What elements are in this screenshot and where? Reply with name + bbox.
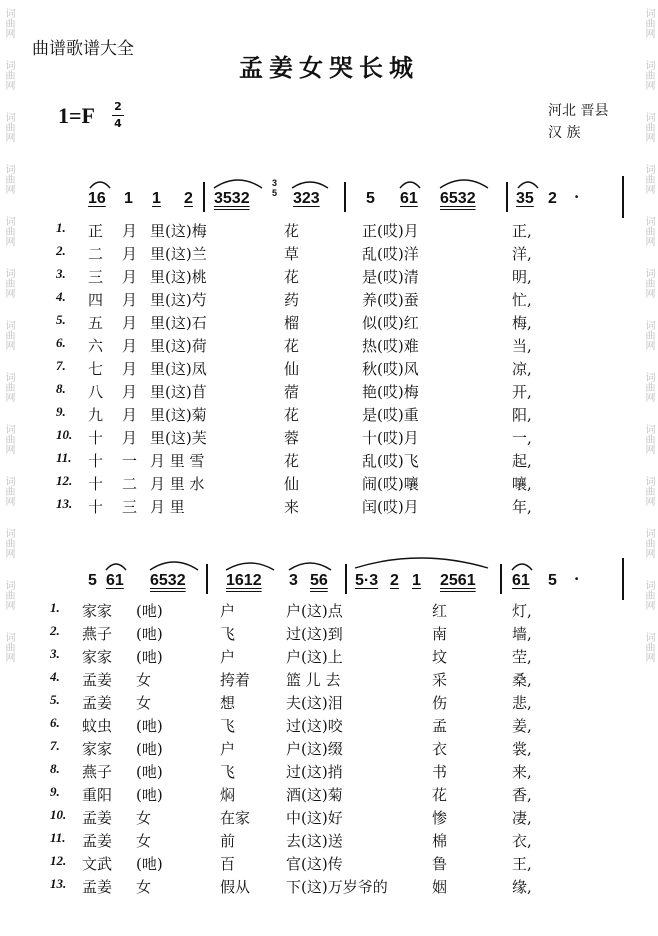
lyric-cell: 孟姜 <box>82 671 113 689</box>
lyric-cell: 悲, <box>512 694 532 712</box>
slur <box>440 180 488 188</box>
lyric-cell: 一 <box>122 452 138 470</box>
verse-number: 7. <box>50 738 60 753</box>
lyric-cell: 女 <box>136 878 152 896</box>
verse-number: 12. <box>56 473 73 488</box>
watermark-text: 词曲网 <box>643 424 654 454</box>
lyric-cell: 惨 <box>432 809 448 827</box>
lyric-cell: 里(这)兰 <box>150 245 207 263</box>
verse-number: 10. <box>56 427 73 442</box>
lyric-cell: 女 <box>136 694 152 712</box>
lyric-cell: 三 <box>88 268 104 286</box>
lyric-cell: (吔) <box>136 786 163 804</box>
verse-number: 2. <box>50 623 60 638</box>
dot: · <box>574 570 580 588</box>
lyric-cell: 家家 <box>82 602 113 620</box>
lyric-cell: 户(这)上 <box>286 648 343 666</box>
lyric-cell: 月 <box>122 268 138 286</box>
lyric-cell: 乱(哎)洋 <box>362 245 419 263</box>
lyric-cell: 坟 <box>432 648 448 666</box>
lyric-cell: 四 <box>88 291 104 309</box>
note-2: 2 <box>184 190 193 207</box>
verse-number: 3. <box>50 646 60 661</box>
watermark-text: 词曲网 <box>643 476 654 506</box>
lyric-cell: 艳(哎)梅 <box>362 383 419 401</box>
grace-notes: 3 5 <box>272 178 278 198</box>
lyric-cell: 官(这)传 <box>286 855 343 873</box>
lyric-cell: 十 <box>88 475 104 493</box>
lyric-cell: 家家 <box>82 648 113 666</box>
lyric-cell: 飞 <box>220 763 236 781</box>
watermark-text: 词曲网 <box>3 580 14 610</box>
lyric-cell: 凄, <box>512 809 532 827</box>
lyric-cell: 衣 <box>432 740 448 758</box>
lyric-cell: 正 <box>88 222 104 240</box>
verse-number: 13. <box>56 496 73 511</box>
lyric-cell: 蓉 <box>284 429 300 447</box>
slur <box>214 180 262 188</box>
lyric-cell: 月 <box>122 314 138 332</box>
note-5: 5 <box>366 190 375 207</box>
watermark-text: 词曲网 <box>3 632 14 662</box>
lyric-cell: 十 <box>88 498 104 516</box>
lyric-cell: 是(哎)清 <box>362 268 419 286</box>
note-35: 35 <box>516 190 534 207</box>
lyric-cell: 忙, <box>512 291 532 309</box>
lyric-cell: 孟姜 <box>82 878 113 896</box>
lyric-cell: 红 <box>432 602 448 620</box>
lyric-cell: 孟姜 <box>82 694 113 712</box>
watermark-text: 词曲网 <box>3 424 14 454</box>
lyric-cell: 梅, <box>512 314 532 332</box>
lyric-cell: 月 里 水 <box>150 475 205 493</box>
lyric-cell: 过(这)到 <box>286 625 343 643</box>
lyric-cell: 月 <box>122 245 138 263</box>
lyric-cell: 六 <box>88 337 104 355</box>
lyric-cell: 户(这)点 <box>286 602 343 620</box>
slur <box>518 182 538 188</box>
lyric-cell: 明, <box>512 268 532 286</box>
lyric-cell: 月 <box>122 337 138 355</box>
lyric-cell: 洋, <box>512 245 532 263</box>
lyric-cell: 棉 <box>432 832 448 850</box>
lyric-cell: 是(哎)重 <box>362 406 419 424</box>
lyric-cell: 月 <box>122 406 138 424</box>
lyric-cell: 采 <box>432 671 448 689</box>
verse-number: 7. <box>56 358 66 373</box>
lyric-cell: 七 <box>88 360 104 378</box>
lyric-cell: 裳, <box>512 740 532 758</box>
watermark-text: 词曲网 <box>643 112 654 142</box>
lyric-cell: 十 <box>88 429 104 447</box>
watermark-text: 词曲网 <box>643 372 654 402</box>
slur <box>226 563 274 570</box>
note-3532: 3532 <box>214 190 250 207</box>
verse-number: 9. <box>56 404 66 419</box>
watermark-text: 词曲网 <box>643 528 654 558</box>
lyric-cell: (吔) <box>136 625 163 643</box>
lyric-cell: 姜, <box>512 717 532 735</box>
lyric-cell: (吔) <box>136 855 163 873</box>
note-16: 16 <box>88 190 106 207</box>
verse-number: 1. <box>56 220 66 235</box>
lyric-cell: 年, <box>512 498 532 516</box>
lyric-cell: 燕子 <box>82 625 113 643</box>
lyric-cell: 户 <box>220 602 236 620</box>
lyric-cell: 草 <box>284 245 300 263</box>
origin-ethnicity: 汉 族 <box>548 125 581 141</box>
watermark-text: 词曲网 <box>3 320 14 350</box>
song-title: 孟姜女哭长城 <box>239 53 419 82</box>
watermark-text: 词曲网 <box>643 164 654 194</box>
lyric-cell: 嚷, <box>512 475 532 493</box>
slur <box>400 182 420 188</box>
lyric-cell: 女 <box>136 809 152 827</box>
lyric-cell: 花 <box>284 406 300 424</box>
lyric-cell: 户(这)缀 <box>286 740 343 758</box>
lyric-cell: 伤 <box>432 694 448 712</box>
lyric-cell: 过(这)咬 <box>286 717 343 735</box>
lyric-cell: 五 <box>88 314 104 332</box>
lyric-cell: 姻 <box>432 878 448 896</box>
lyric-cell: 当, <box>512 337 532 355</box>
note-323: 323 <box>293 190 320 207</box>
lyric-cell: 下(这)万岁爷的 <box>286 878 388 896</box>
verse-number: 10. <box>50 807 67 822</box>
lyric-cell: 燕子 <box>82 763 113 781</box>
lyric-cell: 似(哎)红 <box>362 314 419 332</box>
note-6532: 6532 <box>150 572 186 589</box>
lyric-cell: 鲁 <box>432 855 448 873</box>
lyric-cell: 三 <box>122 498 138 516</box>
lyric-cell: 家家 <box>82 740 113 758</box>
lyric-cell: 户 <box>220 740 236 758</box>
note-61: 61 <box>106 572 124 589</box>
lyric-cell: 仙 <box>284 360 300 378</box>
note-61: 61 <box>400 190 418 207</box>
verse-number: 2. <box>56 243 66 258</box>
lyric-cell: 正(哎)月 <box>362 222 419 240</box>
note-3: 3 <box>289 572 298 589</box>
lyric-cell: 正, <box>512 222 532 240</box>
lyric-cell: 二 <box>122 475 138 493</box>
lyric-cell: 酒(这)菊 <box>286 786 343 804</box>
note-1: 1 <box>412 572 421 589</box>
lyric-cell: 里(这)苜 <box>150 383 207 401</box>
watermark-text: 词曲网 <box>643 580 654 610</box>
slur <box>289 563 331 570</box>
lyric-cell: 假从 <box>220 878 251 896</box>
lyric-cell: 阳, <box>512 406 532 424</box>
lyric-cell: 想 <box>220 694 236 712</box>
watermark-text: 词曲网 <box>3 60 14 90</box>
watermark-text: 词曲网 <box>643 8 654 38</box>
verse-number: 8. <box>50 761 60 776</box>
lyric-cell: 篮 儿 去 <box>286 671 341 689</box>
lyric-cell: 花 <box>432 786 448 804</box>
lyric-cell: 里(这)菊 <box>150 406 207 424</box>
lyric-cell: 药 <box>284 291 300 309</box>
lyric-cell: 缘, <box>512 878 532 896</box>
lyric-cell: 香, <box>512 786 532 804</box>
lyric-cell: 里(这)石 <box>150 314 207 332</box>
lyric-cell: 飞 <box>220 625 236 643</box>
note-5-3: 5·3 <box>355 572 379 589</box>
lyric-cell: 过(这)捎 <box>286 763 343 781</box>
lyric-cell: 里(这)芙 <box>150 429 207 447</box>
lyric-cell: 乱(哎)飞 <box>362 452 419 470</box>
note-5-long: 5 <box>548 572 557 589</box>
verse-number: 5. <box>56 312 66 327</box>
lyric-cell: 中(这)好 <box>286 809 343 827</box>
lyric-cell: 在家 <box>220 809 251 827</box>
verse-number: 6. <box>50 715 60 730</box>
watermark-text: 词曲网 <box>3 372 14 402</box>
lyric-cell: 去(这)送 <box>286 832 343 850</box>
verse-number: 13. <box>50 876 67 891</box>
verse-number: 6. <box>56 335 66 350</box>
lyric-cell: 女 <box>136 671 152 689</box>
lyric-cell: 起, <box>512 452 532 470</box>
lyric-cell: 二 <box>88 245 104 263</box>
site-name: 曲谱歌谱大全 <box>32 39 134 59</box>
note-2561: 2561 <box>440 572 476 589</box>
slur <box>106 564 126 570</box>
lyric-cell: (吔) <box>136 717 163 735</box>
lyric-cell: 月 <box>122 383 138 401</box>
verse-number: 4. <box>56 289 66 304</box>
lyric-cell: 花 <box>284 268 300 286</box>
note-61b: 61 <box>512 572 530 589</box>
verse-number: 12. <box>50 853 67 868</box>
lyric-cell: (吔) <box>136 740 163 758</box>
watermark-text: 词曲网 <box>3 476 14 506</box>
lyric-cell: 秋(哎)风 <box>362 360 419 378</box>
note-1b: 1 <box>152 190 161 207</box>
watermark-text: 词曲网 <box>643 216 654 246</box>
lyric-cell: 里(这)梅 <box>150 222 207 240</box>
slur <box>292 182 328 188</box>
lyric-cell: 孟 <box>432 717 448 735</box>
note-5: 5 <box>88 572 97 589</box>
lyric-cell: 户 <box>220 648 236 666</box>
lyric-cell: (吔) <box>136 763 163 781</box>
lyric-cell: 月 <box>122 291 138 309</box>
lyric-cell: 孟姜 <box>82 832 113 850</box>
watermark-text: 词曲网 <box>643 268 654 298</box>
origin-region: 河北 晋县 <box>548 103 609 119</box>
verse-number: 8. <box>56 381 66 396</box>
lyric-cell: 重阳 <box>82 786 113 804</box>
lyric-cell: 花 <box>284 222 300 240</box>
lyric-cell: 百 <box>220 855 236 873</box>
dot: · <box>574 188 580 206</box>
lyric-cell: 花 <box>284 452 300 470</box>
lyric-cell: 养(哎)蚕 <box>362 291 419 309</box>
watermark-text: 词曲网 <box>3 112 14 142</box>
lyric-cell: 花 <box>284 337 300 355</box>
verse-number: 5. <box>50 692 60 707</box>
lyric-cell: 挎着 <box>220 671 251 689</box>
lyric-cell: 书 <box>432 763 448 781</box>
lyric-cell: 墙, <box>512 625 532 643</box>
lyric-cell: 蓿 <box>284 383 300 401</box>
lyric-cell: 十 <box>88 452 104 470</box>
lyric-cell: 孟姜 <box>82 809 113 827</box>
verse-number: 1. <box>50 600 60 615</box>
note-6532: 6532 <box>440 190 476 207</box>
lyric-cell: (吔) <box>136 602 163 620</box>
lyric-cell: 里(这)凤 <box>150 360 207 378</box>
lyric-cell: 里(这)桃 <box>150 268 207 286</box>
watermark-text: 词曲网 <box>643 632 654 662</box>
lyric-cell: 里(这)荷 <box>150 337 207 355</box>
lyric-cell: 闹(哎)嚷 <box>362 475 419 493</box>
lyric-cell: 灯, <box>512 602 532 620</box>
lyric-cell: 衣, <box>512 832 532 850</box>
lyric-cell: 文武 <box>82 855 113 873</box>
lyric-cell: 王, <box>512 855 532 873</box>
lyric-cell: 焖 <box>220 786 236 804</box>
meter-top: 2 <box>114 100 122 113</box>
lyric-cell: 十(哎)月 <box>362 429 419 447</box>
watermark-text: 词曲网 <box>643 60 654 90</box>
slur <box>150 562 198 570</box>
lyric-cell: 闰(哎)月 <box>362 498 419 516</box>
lyric-cell: 前 <box>220 832 236 850</box>
lyric-cell: 月 <box>122 360 138 378</box>
watermark-text: 词曲网 <box>3 164 14 194</box>
lyric-cell: 榴 <box>284 314 300 332</box>
lyric-cell: 九 <box>88 406 104 424</box>
lyric-cell: 热(哎)难 <box>362 337 419 355</box>
watermark-text: 词曲网 <box>643 320 654 350</box>
verse-number: 11. <box>50 830 66 845</box>
lyric-cell: 月 <box>122 222 138 240</box>
lyric-cell: 八 <box>88 383 104 401</box>
lyric-cell: 夫(这)泪 <box>286 694 343 712</box>
lyric-cell: 来, <box>512 763 532 781</box>
watermark-text: 词曲网 <box>3 528 14 558</box>
lyric-cell: 里(这)芍 <box>150 291 207 309</box>
lyric-cell: 来 <box>284 498 300 516</box>
key-signature: 1=F <box>58 103 95 128</box>
lyric-cell: 仙 <box>284 475 300 493</box>
lyric-cell: 女 <box>136 832 152 850</box>
watermark-text: 词曲网 <box>3 268 14 298</box>
watermark-text: 词曲网 <box>3 216 14 246</box>
lyric-cell: 月 里 雪 <box>150 452 205 470</box>
note-2: 2 <box>390 572 399 589</box>
meter-bottom: 4 <box>114 117 122 130</box>
note-56: 56 <box>310 572 328 589</box>
lyric-cell: 南 <box>432 625 448 643</box>
slur <box>512 564 532 570</box>
verse-number: 4. <box>50 669 60 684</box>
verse-number: 3. <box>56 266 66 281</box>
lyric-cell: 月 <box>122 429 138 447</box>
lyric-cell: 茔, <box>512 648 532 666</box>
lyric-cell: (吔) <box>136 648 163 666</box>
watermark-text: 词曲网 <box>3 8 14 38</box>
verse-number: 11. <box>56 450 72 465</box>
verse-number: 9. <box>50 784 60 799</box>
slur <box>90 182 110 188</box>
lyric-cell: 一, <box>512 429 532 447</box>
lyric-cell: 月 里 <box>150 498 185 516</box>
lyric-cell: 开, <box>512 383 532 401</box>
slur <box>355 558 488 568</box>
note-1: 1 <box>124 190 133 207</box>
note-1612: 1612 <box>226 572 262 589</box>
lyric-cell: 桑, <box>512 671 532 689</box>
lyric-cell: 蚊虫 <box>82 717 113 735</box>
lyric-cell: 飞 <box>220 717 236 735</box>
lyric-cell: 凉, <box>512 360 532 378</box>
note-2-long: 2 <box>548 190 557 207</box>
